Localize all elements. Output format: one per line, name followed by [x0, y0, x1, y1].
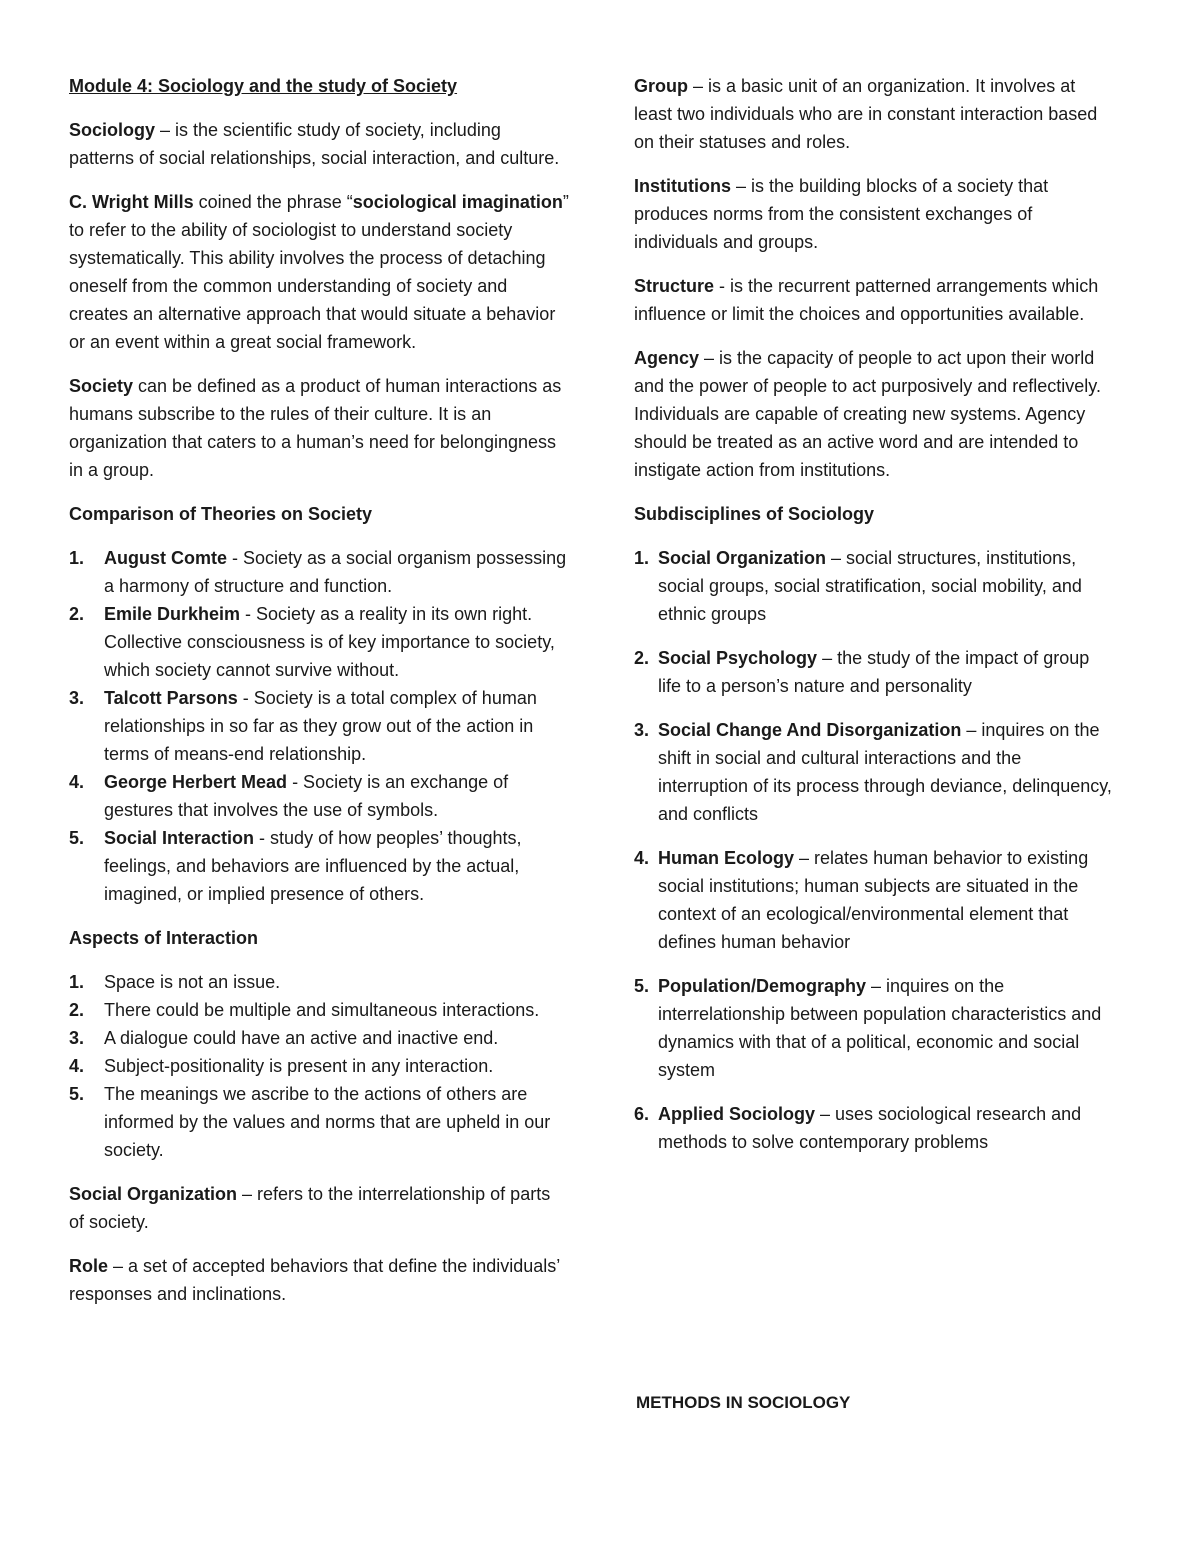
page-title: Module 4: Sociology and the study of Society [69, 76, 458, 96]
list-number: 6. [634, 1104, 650, 1124]
item-text: – the study of the impact of group life to a person’s nature and personality [658, 648, 1090, 696]
term: Social Change And Disorganization [658, 720, 962, 740]
subdisciplines-heading: Subdisciplines of Sociology [634, 504, 875, 524]
list-item [69, 544, 569, 600]
aspects-heading: Aspects of Interaction [69, 928, 259, 948]
list-item [69, 824, 569, 908]
theories-heading: Comparison of Theories on Society [69, 504, 373, 524]
list-number: 2. [69, 604, 85, 624]
definition-structure [634, 272, 1114, 328]
definition-agency [634, 344, 1114, 484]
term: Institutions [634, 176, 731, 196]
term: Social Interaction [104, 828, 255, 848]
item-text: - study of how peoples’ thoughts, feelings, and behaviors are influenced by the actual, imagined, or implied presence of others. [104, 828, 522, 904]
aspects-list [69, 968, 569, 1164]
definition-group [634, 72, 1114, 156]
term: Group [634, 76, 688, 96]
definition-social-organization [69, 1180, 569, 1236]
term: Human Ecology [658, 848, 795, 868]
list-item [634, 844, 1114, 956]
list-number: 3. [634, 720, 650, 740]
definition-text: coined the phrase “ [193, 192, 353, 212]
list-number: 1. [634, 548, 650, 568]
list-number: 5. [634, 976, 650, 996]
item-text: The meanings we ascribe to the actions of others are informed by the values and norms that are upheld in our society. [104, 1084, 551, 1160]
list-item [69, 1052, 569, 1080]
definition-text: can be defined as a product of human interactions as humans subscribe to the rules of their culture. It is an organization that caters to a human’s need for belongingness in a group. [69, 376, 562, 480]
list-item [634, 544, 1114, 628]
term: Sociology [69, 120, 156, 140]
list-number: 3. [69, 1028, 85, 1048]
list-item [69, 1080, 569, 1164]
list-item [634, 1100, 1114, 1156]
term: Social Psychology [658, 648, 818, 668]
definition-text: – is the capacity of people to act upon their world and the power of people to act purposively and reflectively. Individuals are capable of creating new systems. Agency should be treated as an active word and are intended to instigate action from institutions. [634, 348, 1101, 480]
list-item [69, 1024, 569, 1052]
definition-text: – is the scientific study of society, including patterns of social relationships, social interaction, and culture. [69, 120, 560, 168]
definition-text: – is a basic unit of an organization. It involves at least two individuals who are in constant interaction based on their statuses and roles. [634, 76, 1098, 152]
term: Role [69, 1256, 109, 1276]
item-text: Space is not an issue. [104, 972, 281, 992]
term: Emile Durkheim [104, 604, 241, 624]
term: sociological imagination [352, 192, 563, 212]
list-item [69, 968, 569, 996]
list-item [69, 768, 569, 824]
term: Agency [634, 348, 700, 368]
item-text: – inquires on the shift in social and cultural interactions and the interruption of its process through deviance, delinquency, and conflicts [658, 720, 1112, 824]
list-item [69, 600, 569, 684]
term: Population/Demography [658, 976, 867, 996]
subdisciplines-list [634, 544, 1114, 1156]
item-text: - Society is a total complex of human relationships in so far as they grow out of the action in terms of means-end relationship. [104, 688, 537, 764]
definition-society [69, 372, 569, 484]
item-text: – relates human behavior to existing social institutions; human subjects are situated in the context of an ecological/environmental element that defines human behavior [658, 848, 1089, 952]
list-number: 5. [69, 828, 85, 848]
term: August Comte [104, 548, 227, 568]
item-text: A dialogue could have an active and inactive end. [104, 1028, 499, 1048]
term: Talcott Parsons [104, 688, 238, 708]
list-number: 2. [634, 648, 650, 668]
definition-text: – a set of accepted behaviors that define the individuals’ responses and inclinations. [69, 1256, 560, 1304]
definition-text: – refers to the interrelationship of parts of society. [69, 1184, 551, 1232]
list-number: 4. [69, 772, 85, 792]
list-number: 5. [69, 1084, 85, 1104]
definition-mills [69, 188, 569, 356]
item-text: – uses sociological research and methods to solve contemporary problems [658, 1104, 1082, 1152]
list-number: 1. [69, 972, 85, 992]
term: George Herbert Mead [104, 772, 288, 792]
list-number: 4. [69, 1056, 85, 1076]
left-column [69, 72, 569, 1324]
item-text: Subject-positionality is present in any interaction. [104, 1056, 494, 1076]
item-text: – social structures, institutions, social groups, social stratification, social mobility, and ethnic groups [658, 548, 1082, 624]
methods-heading: METHODS IN SOCIOLOGY [636, 1393, 851, 1412]
list-number: 2. [69, 1000, 85, 1020]
definition-sociology [69, 116, 569, 172]
list-number: 1. [69, 548, 85, 568]
term: Structure [634, 276, 715, 296]
list-item [634, 972, 1114, 1084]
item-text: There could be multiple and simultaneous interactions. [104, 1000, 540, 1020]
item-text: - Society as a social organism possessing a harmony of structure and function. [104, 548, 567, 596]
right-column [634, 72, 1114, 1172]
list-number: 3. [69, 688, 85, 708]
list-item [634, 644, 1114, 700]
term: Social Organization [69, 1184, 238, 1204]
item-text: - Society as a reality in its own right. Collective consciousness is of key importance to society, which society cannot survive without. [104, 604, 555, 680]
item-text: – inquires on the interrelationship between population characteristics and dynamics with that of a political, economic and social system [658, 976, 1102, 1080]
term: Social Organization [658, 548, 827, 568]
definition-text: – is the building blocks of a society that produces norms from the consistent exchanges of individuals and groups. [634, 176, 1049, 252]
list-item [69, 684, 569, 768]
definition-text: ” to refer to the ability of sociologist to understand society systematically. This ability involves the process of detaching oneself from the common understanding of society and creates an alternative approach that would situate a behavior or an event within a great social framework. [69, 192, 569, 352]
list-item [69, 996, 569, 1024]
definition-text: - is the recurrent patterned arrangements which influence or limit the choices and opportunities available. [634, 276, 1099, 324]
list-item [634, 716, 1114, 828]
list-number: 4. [634, 848, 650, 868]
term: C. Wright Mills [69, 192, 194, 212]
definition-role [69, 1252, 569, 1308]
definition-institutions [634, 172, 1114, 256]
theories-list [69, 544, 569, 908]
term: Applied Sociology [658, 1104, 816, 1124]
term: Society [69, 376, 134, 396]
item-text: - Society is an exchange of gestures that involves the use of symbols. [104, 772, 509, 820]
